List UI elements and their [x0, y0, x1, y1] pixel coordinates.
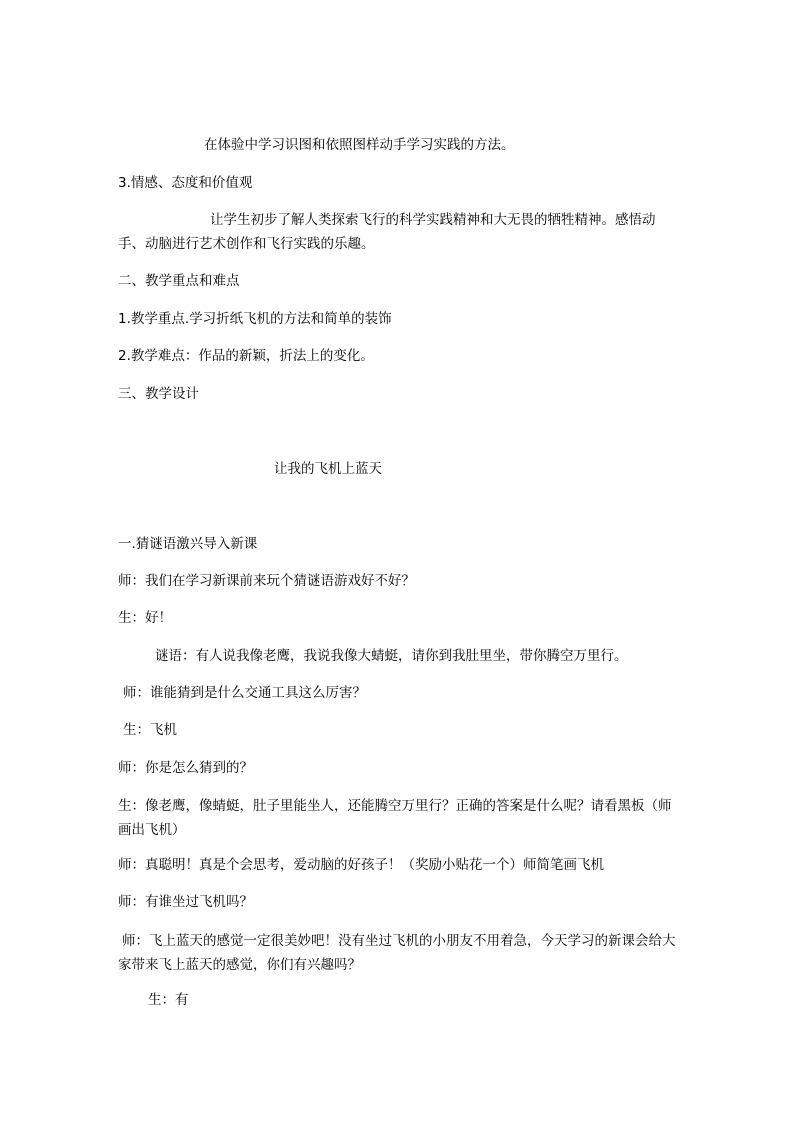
- lesson-title: 让我的飞机上蓝天: [274, 461, 382, 477]
- teacher-line: 师：我们在学习新课前来玩个猜谜语游戏好不好？: [118, 573, 415, 589]
- objective-paragraph: 让学生初步了解人类探索飞行的科学实践精神和大无畏的牺牲精神。感悟动手、动脑进行艺术创作和飞行实践的乐趣。: [118, 212, 656, 252]
- student-paragraph: 生：像老鹰，像蜻蜓，肚子里能坐人，还能腾空万里行？正确的答案是什么呢？请看黑板（师画出飞机）: [118, 798, 672, 838]
- section-heading-teaching-design: 三、教学设计: [118, 386, 199, 402]
- student-line: 生：好！: [118, 610, 172, 626]
- difficulty-line: 2.教学难点：作品的新颖，折法上的变化。: [118, 348, 374, 364]
- student-line: 生：飞机: [123, 722, 177, 738]
- key-point-line: 1.教学重点.学习折纸飞机的方法和简单的装饰: [118, 311, 392, 327]
- objective-text-line: 在体验中学习识图和依照图样动手学习实践的方法。: [204, 137, 515, 153]
- riddle-line: 谜语：有人说我像老鹰，我说我像大蜻蜓，请你到我肚里坐，带你腾空万里行。: [155, 648, 628, 664]
- teacher-line: 师：谁能猜到是什么交通工具这么厉害？: [123, 685, 366, 701]
- teacher-line: 师：有谁坐过飞机吗？: [118, 894, 253, 910]
- teacher-paragraph: 师：飞上蓝天的感觉一定很美妙吧！没有坐过飞机的小朋友不用着急，今天学习的新课会给大家带来飞上蓝天的感觉，你们有兴趣吗？: [118, 933, 676, 973]
- section-heading-key-points: 二、教学重点和难点: [118, 273, 240, 289]
- step-heading-riddle-intro: 一.猜谜语激兴导入新课: [118, 536, 258, 552]
- teacher-line: 师：真聪明！真是个会思考，爱动脑的好孩子！（奖励小贴花一个）师简笔画飞机: [118, 857, 604, 873]
- teacher-line: 师：你是怎么猜到的？: [118, 760, 253, 776]
- section-heading-emotion-attitude-values: 3.情感、态度和价值观: [118, 175, 253, 191]
- student-line: 生：有: [148, 992, 189, 1008]
